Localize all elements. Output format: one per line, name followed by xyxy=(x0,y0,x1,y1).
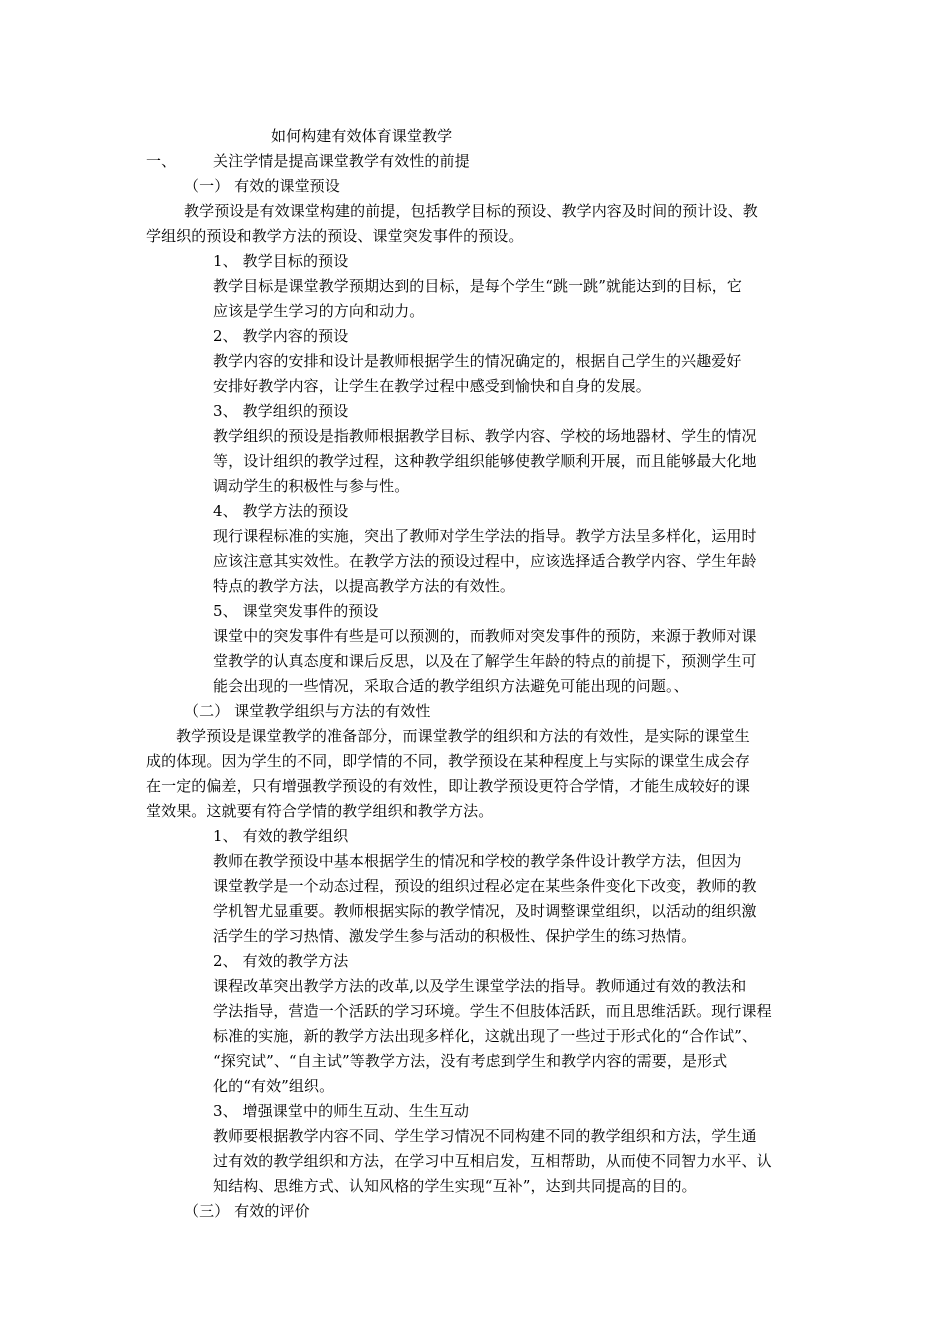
item-heading: 1、 教学目标的预设 xyxy=(213,252,349,270)
paragraph-line: 教师在教学预设中基本根据学生的情况和学校的教学条件设计教学方法，但因为 xyxy=(213,852,742,870)
paragraph-line: 学法指导，营造一个活跃的学习环境。学生不但肢体活跃，而且思维活跃。现行课程 xyxy=(213,1002,772,1020)
paragraph-line: 调动学生的积极性与参与性。 xyxy=(213,477,410,495)
subsection-heading: （二） 课堂教学组织与方法的有效性 xyxy=(184,702,431,720)
paragraph-line: 安排好教学内容，让学生在教学过程中感受到愉快和自身的发展。 xyxy=(213,377,651,395)
paragraph-line: 应该是学生学习的方向和动力。 xyxy=(213,302,425,320)
paragraph-line: “探究试”、“自主试”等教学方法，没有考虑到学生和教学内容的需要，是形式 xyxy=(213,1052,728,1070)
paragraph-line: 成的体现。因为学生的不同，即学情的不同，教学预设在某种程度上与实际的课堂生成会存 xyxy=(146,752,751,770)
section-1-heading: 关注学情是提高课堂教学有效性的前提 xyxy=(213,152,470,170)
subsection-heading: （一） 有效的课堂预设 xyxy=(184,177,340,195)
paragraph-line: 化的“有效”组织。 xyxy=(213,1077,335,1095)
item-heading: 1、 有效的教学组织 xyxy=(213,827,349,845)
paragraph-line: 课程改革突出教学方法的改革,以及学生课堂学法的指导。教师通过有效的教法和 xyxy=(213,977,747,995)
paragraph-line: 学组织的预设和教学方法的预设、课堂突发事件的预设。 xyxy=(146,227,524,245)
item-heading: 2、 有效的教学方法 xyxy=(213,952,349,970)
document-title: 如何构建有效体育课堂教学 xyxy=(271,127,453,145)
paragraph-line: 知结构、思维方式、认知风格的学生实现“互补”，达到共同提高的目的。 xyxy=(213,1177,697,1195)
paragraph-line: 学机智尤显重要。教师根据实际的教学情况，及时调整课堂组织，以活动的组织激 xyxy=(213,902,757,920)
item-heading: 2、 教学内容的预设 xyxy=(213,327,349,345)
paragraph-line: 过有效的教学组织和方法，在学习中互相启发，互相帮助，从而使不同智力水平、认 xyxy=(213,1152,772,1170)
item-heading: 3、 教学组织的预设 xyxy=(213,402,349,420)
paragraph-line: 堂效果。这就要有符合学情的教学组织和教学方法。 xyxy=(146,802,494,820)
paragraph-line: 教师要根据教学内容不同、学生学习情况不同构建不同的教学组织和方法，学生通 xyxy=(213,1127,757,1145)
paragraph-line: 教学预设是课堂教学的准备部分，而课堂教学的组织和方法的有效性，是实际的课堂生 xyxy=(176,727,750,745)
item-heading: 5、 课堂突发事件的预设 xyxy=(213,602,379,620)
subsection-heading: （三） 有效的评价 xyxy=(184,1202,310,1220)
paragraph-line: 教学目标是课堂教学预期达到的目标，是每个学生“跳一跳”就能达到的目标，它 xyxy=(213,277,742,295)
paragraph-line: 课堂中的突发事件有些是可以预测的，而教师对突发事件的预防，来源于教师对课 xyxy=(213,627,757,645)
item-heading: 4、 教学方法的预设 xyxy=(213,502,349,520)
paragraph-line: 能会出现的一些情况，采取合适的教学组织方法避免可能出现的问题。、 xyxy=(213,677,689,695)
paragraph-line: 教学预设是有效课堂构建的前提，包括教学目标的预设、教学内容及时间的预计设、教 xyxy=(184,202,758,220)
paragraph-line: 现行课程标准的实施，突出了教师对学生学法的指导。教学方法呈多样化，运用时 xyxy=(213,527,757,545)
paragraph-line: 教学内容的安排和设计是教师根据学生的情况确定的，根据自己学生的兴趣爱好 xyxy=(213,352,742,370)
item-heading: 3、 增强课堂中的师生互动、生生互动 xyxy=(213,1102,470,1120)
paragraph-line: 教学组织的预设是指教师根据教学目标、教学内容、学校的场地器材、学生的情况 xyxy=(213,427,757,445)
paragraph-line: 标准的实施，新的教学方法出现多样化，这就出现了一些过于形式化的“合作试”、 xyxy=(213,1027,758,1045)
paragraph-line: 在一定的偏差，只有增强教学预设的有效性，即让教学预设更符合学情，才能生成较好的课 xyxy=(146,777,751,795)
section-1-number: 一、 xyxy=(146,152,177,170)
paragraph-line: 特点的教学方法，以提高教学方法的有效性。 xyxy=(213,577,516,595)
paragraph-line: 应该注意其实效性。在教学方法的预设过程中，应该选择适合教学内容、学生年龄 xyxy=(213,552,757,570)
paragraph-line: 活学生的学习热情、激发学生参与活动的积极性、保护学生的练习热情。 xyxy=(213,927,697,945)
paragraph-line: 堂教学的认真态度和课后反思，以及在了解学生年龄的特点的前提下，预测学生可 xyxy=(213,652,757,670)
paragraph-line: 等，设计组织的教学过程，这种教学组织能够使教学顺利开展，而且能够最大化地 xyxy=(213,452,757,470)
paragraph-line: 课堂教学是一个动态过程，预设的组织过程必定在某些条件变化下改变，教师的教 xyxy=(213,877,757,895)
